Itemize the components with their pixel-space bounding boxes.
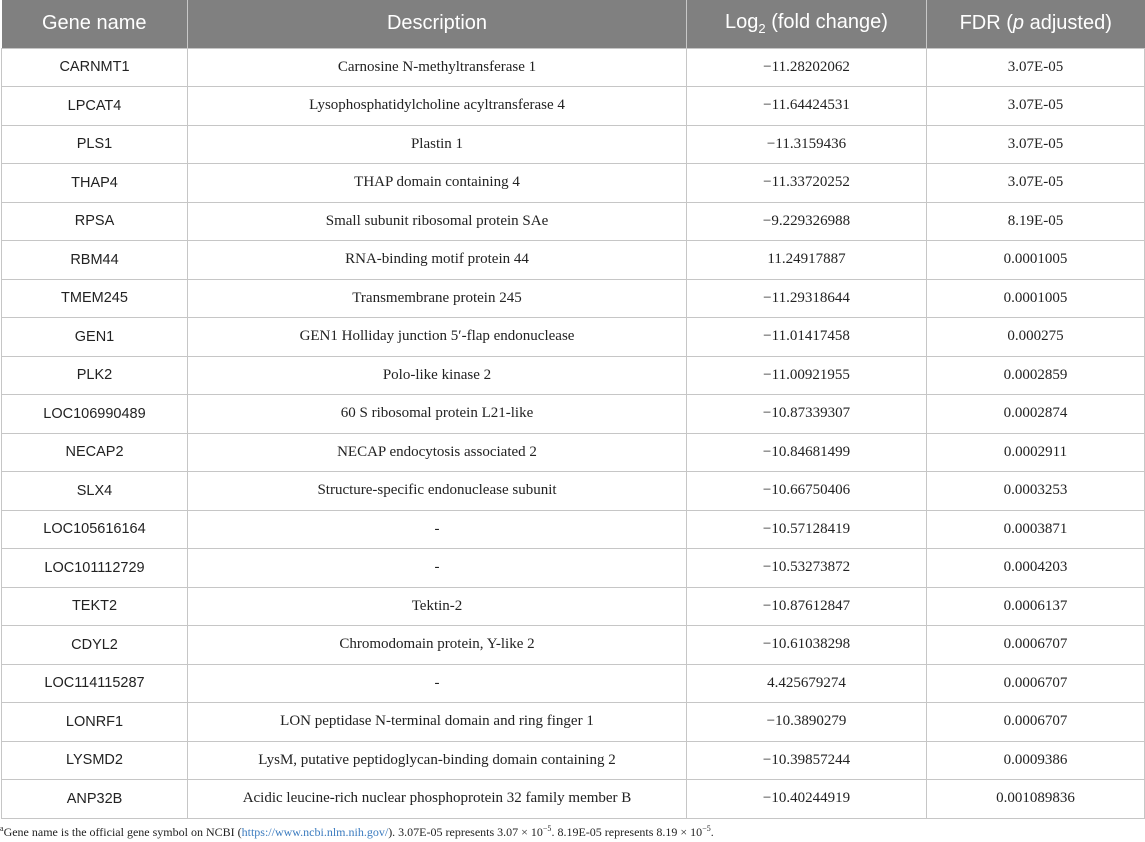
fdr-cell: 3.07E-05 [927, 48, 1145, 87]
header-fdr-suffix: adjusted) [1024, 12, 1112, 35]
gene-name-cell: LOC106990489 [2, 395, 188, 434]
gene-name-cell: SLX4 [2, 472, 188, 511]
gene-table [1, 0, 1145, 819]
fdr-cell: 0.0001005 [927, 279, 1145, 318]
gene-name-cell: ANP32B [2, 780, 188, 819]
table-row [2, 395, 1145, 434]
description-cell: Polo-like kinase 2 [188, 356, 687, 395]
gene-name-cell: NECAP2 [2, 433, 188, 472]
log2-fold-change-cell: −10.39857244 [687, 741, 927, 780]
header-log2-fold-change [687, 0, 927, 48]
fdr-cell: 0.0003253 [927, 472, 1145, 511]
description-cell: LON peptidase N-terminal domain and ring finger 1 [188, 703, 687, 742]
header-description: Description [188, 0, 687, 48]
fdr-cell: 0.0001005 [927, 241, 1145, 280]
header-fdr-prefix: FDR ( [959, 12, 1013, 35]
gene-name-cell: RBM44 [2, 241, 188, 280]
footnote-ncbi-link[interactable]: https://www.ncbi.nlm.nih.gov/ [241, 825, 389, 839]
description-cell: Transmembrane protein 245 [188, 279, 687, 318]
log2-fold-change-cell: −11.00921955 [687, 356, 927, 395]
log2-fold-change-cell: −11.3159436 [687, 125, 927, 164]
table-body [2, 48, 1145, 818]
gene-name-cell: THAP4 [2, 164, 188, 203]
log2-fold-change-cell: −11.28202062 [687, 48, 927, 87]
gene-name-cell: RPSA [2, 202, 188, 241]
header-log2-suffix: (fold change) [765, 11, 888, 34]
footnote-exponent-2: −5 [702, 824, 711, 833]
fdr-cell: 8.19E-05 [927, 202, 1145, 241]
table-row [2, 241, 1145, 280]
table-row [2, 318, 1145, 357]
description-cell: RNA-binding motif protein 44 [188, 241, 687, 280]
table-row [2, 433, 1145, 472]
footnote-text-mid: . 8.19E-05 represents 8.19 × 10 [551, 825, 703, 839]
log2-fold-change-cell: −10.40244919 [687, 780, 927, 819]
header-log2-prefix: Log [725, 11, 759, 34]
description-cell: - [188, 664, 687, 703]
table-row [2, 87, 1145, 126]
log2-fold-change-cell: −10.53273872 [687, 549, 927, 588]
log2-fold-change-cell: −11.01417458 [687, 318, 927, 357]
footnote-text-after: ). 3.07E-05 represents 3.07 × 10 [388, 825, 543, 839]
table-footnote [0, 824, 1145, 840]
description-cell: - [188, 510, 687, 549]
log2-fold-change-cell: 4.425679274 [687, 664, 927, 703]
footnote-text-end: . [710, 825, 714, 839]
footnote-text-before: Gene name is the official gene symbol on NCBI ( [3, 825, 242, 839]
log2-fold-change-cell: −10.66750406 [687, 472, 927, 511]
table-row [2, 125, 1145, 164]
table-row [2, 703, 1145, 742]
gene-name-cell: TEKT2 [2, 587, 188, 626]
gene-name-cell: LYSMD2 [2, 741, 188, 780]
gene-name-cell: CARNMT1 [2, 48, 188, 87]
table-row [2, 356, 1145, 395]
fdr-cell: 0.0004203 [927, 549, 1145, 588]
table-row [2, 48, 1145, 87]
description-cell: THAP domain containing 4 [188, 164, 687, 203]
description-cell: Plastin 1 [188, 125, 687, 164]
table-row [2, 510, 1145, 549]
footnote-marker: a [0, 824, 4, 833]
table-row [2, 472, 1145, 511]
header-fdr [927, 0, 1145, 48]
description-cell: LysM, putative peptidoglycan-binding domain containing 2 [188, 741, 687, 780]
description-cell: Lysophosphatidylcholine acyltransferase 4 [188, 87, 687, 126]
description-cell: Carnosine N-methyltransferase 1 [188, 48, 687, 87]
log2-fold-change-cell: −10.87612847 [687, 587, 927, 626]
gene-name-cell: LPCAT4 [2, 87, 188, 126]
description-cell: Acidic leucine-rich nuclear phosphoprotein 32 family member B [188, 780, 687, 819]
fdr-cell: 0.0006707 [927, 703, 1145, 742]
fdr-cell: 0.0002859 [927, 356, 1145, 395]
header-log2-subscript: 2 [758, 21, 766, 37]
fdr-cell: 0.0002874 [927, 395, 1145, 434]
log2-fold-change-cell: −10.87339307 [687, 395, 927, 434]
fdr-cell: 0.000275 [927, 318, 1145, 357]
gene-name-cell: TMEM245 [2, 279, 188, 318]
log2-fold-change-cell: −10.84681499 [687, 433, 927, 472]
table-row [2, 626, 1145, 665]
description-cell: Structure-specific endonuclease subunit [188, 472, 687, 511]
fdr-cell: 0.0009386 [927, 741, 1145, 780]
header-gene-name: Gene name [2, 0, 188, 48]
fdr-cell: 3.07E-05 [927, 87, 1145, 126]
description-cell: GEN1 Holliday junction 5′-flap endonuclease [188, 318, 687, 357]
description-cell: Chromodomain protein, Y-like 2 [188, 626, 687, 665]
gene-name-cell: LOC105616164 [2, 510, 188, 549]
gene-name-cell: LOC114115287 [2, 664, 188, 703]
log2-fold-change-cell: 11.24917887 [687, 241, 927, 280]
fdr-cell: 0.0003871 [927, 510, 1145, 549]
table-row [2, 587, 1145, 626]
table-header [2, 0, 1145, 48]
gene-name-cell: GEN1 [2, 318, 188, 357]
gene-name-cell: PLS1 [2, 125, 188, 164]
description-cell: - [188, 549, 687, 588]
header-fdr-italic: p [1012, 12, 1025, 35]
table-row [2, 549, 1145, 588]
fdr-cell: 0.0006707 [927, 626, 1145, 665]
description-cell: 60 S ribosomal protein L21-like [188, 395, 687, 434]
table-row [2, 164, 1145, 203]
fdr-cell: 0.0006707 [927, 664, 1145, 703]
table-row [2, 780, 1145, 819]
fdr-cell: 3.07E-05 [927, 164, 1145, 203]
table-row [2, 664, 1145, 703]
fdr-cell: 0.0006137 [927, 587, 1145, 626]
log2-fold-change-cell: −10.61038298 [687, 626, 927, 665]
fdr-cell: 3.07E-05 [927, 125, 1145, 164]
log2-fold-change-cell: −11.64424531 [687, 87, 927, 126]
description-cell: NECAP endocytosis associated 2 [188, 433, 687, 472]
log2-fold-change-cell: −11.29318644 [687, 279, 927, 318]
fdr-cell: 0.0002911 [927, 433, 1145, 472]
table-row [2, 279, 1145, 318]
log2-fold-change-cell: −11.33720252 [687, 164, 927, 203]
description-cell: Tektin-2 [188, 587, 687, 626]
fdr-cell: 0.001089836 [927, 780, 1145, 819]
log2-fold-change-cell: −10.57128419 [687, 510, 927, 549]
log2-fold-change-cell: −10.3890279 [687, 703, 927, 742]
gene-name-cell: CDYL2 [2, 626, 188, 665]
description-cell: Small subunit ribosomal protein SAe [188, 202, 687, 241]
gene-name-cell: LONRF1 [2, 703, 188, 742]
gene-name-cell: LOC101112729 [2, 549, 188, 588]
header-row [2, 0, 1145, 48]
table-row [2, 202, 1145, 241]
gene-name-cell: PLK2 [2, 356, 188, 395]
table-row [2, 741, 1145, 780]
log2-fold-change-cell: −9.229326988 [687, 202, 927, 241]
footnote-exponent-1: −5 [542, 824, 552, 833]
